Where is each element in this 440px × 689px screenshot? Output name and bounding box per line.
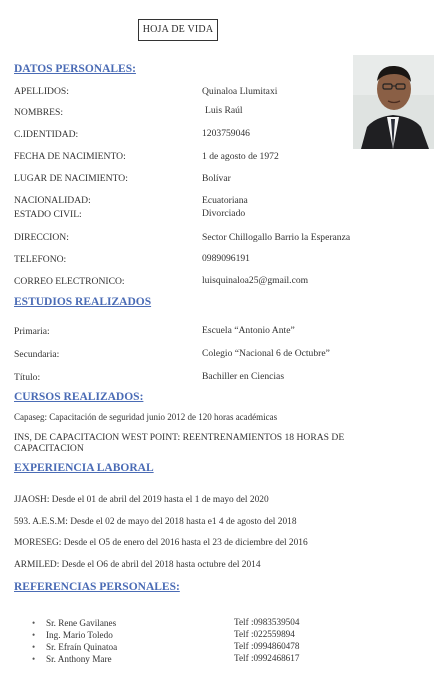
label-secondary: Secundaria: [14,349,60,360]
value-names: Luis Raúl [205,105,243,116]
reference-phone: Telf :0983539504 [234,617,300,627]
label-primary: Primaria: [14,326,50,337]
section-personal-data: DATOS PERSONALES: [14,63,136,75]
value-surnames: Quinaloa Llumitaxi [202,86,278,97]
label-birth-place: LUGAR DE NACIMIENTO: [14,173,128,184]
reference-name: Sr. Anthony Mare [46,654,112,664]
bullet-icon: • [32,654,36,664]
label-address: DIRECCION: [14,232,69,243]
value-marital-status: Divorciado [202,208,246,219]
value-nationality: Ecuatoriana [202,195,248,206]
experience-item: MORESEG: Desde el O5 de enero del 2016 hasta el 23 de diciembre del 2016 [14,538,308,548]
value-address: Sector Chillogallo Barrio la Esperanza [202,232,351,243]
experience-item: JJAOSH: Desde el 01 de abril del 2019 hasta el 1 de mayo del 2020 [14,495,269,505]
value-phone: 0989096191 [202,253,250,264]
reference-name: Sr. Rene Gavilanes [46,618,117,628]
section-references: REFERENCIAS PERSONALES: [14,581,180,593]
person-photo-icon [353,55,434,149]
value-birth-date: 1 de agosto de 1972 [202,151,279,162]
label-names: NOMBRES: [14,107,64,118]
profile-photo [353,55,434,149]
value-birth-place: Bolívar [202,173,231,184]
document-title: HOJA DE VIDA [138,19,218,41]
value-degree: Bachiller en Ciencias [202,371,285,382]
course-item-continued: CAPACITACION [14,443,84,454]
bullet-icon: • [32,618,36,628]
value-primary: Escuela “Antonio Ante” [202,325,295,336]
section-studies: ESTUDIOS REALIZADOS [14,296,152,308]
label-degree: Título: [14,372,41,383]
section-experience: EXPERIENCIA LABORAL [14,462,154,474]
label-phone: TELEFONO: [14,254,67,265]
experience-item: 593. A.E.S.M: Desde el 02 de mayo del 2018 hasta e1 4 de agosto del 2018 [14,517,297,527]
label-surnames: APELLIDOS: [14,86,69,97]
bullet-icon: • [32,630,36,640]
section-courses: CURSOS REALIZADOS: [14,391,144,403]
label-nationality: NACIONALIDAD: [14,195,91,206]
value-id: 1203759046 [202,128,250,139]
course-item: Capaseg: Capacitación de seguridad junio 2012 de 120 horas académicas [14,412,278,422]
label-birth-date: FECHA DE NACIMIENTO: [14,151,126,162]
reference-phone: Telf :0992468617 [234,653,300,663]
value-email: luisquinaloa25@gmail.com [202,275,309,286]
label-email: CORREO ELECTRONICO: [14,276,125,287]
course-item: INS, DE CAPACITACION WEST POINT: REENTRENAMIENTOS 18 HORAS DE [14,432,345,443]
reference-name: Ing. Mario Toledo [46,630,113,640]
value-secondary: Colegio “Nacional 6 de Octubre” [202,348,330,359]
bullet-icon: • [32,642,36,652]
reference-phone: Telf :0994860478 [234,641,300,651]
reference-phone: Telf :022559894 [234,629,295,639]
label-id: C.IDENTIDAD: [14,129,79,140]
label-marital-status: ESTADO CIVIL: [14,209,82,220]
reference-name: Sr. Efraín Quinatoa [46,642,118,652]
experience-item: ARMILED: Desde el O6 de abril del 2018 hasta octubre del 2014 [14,560,261,570]
